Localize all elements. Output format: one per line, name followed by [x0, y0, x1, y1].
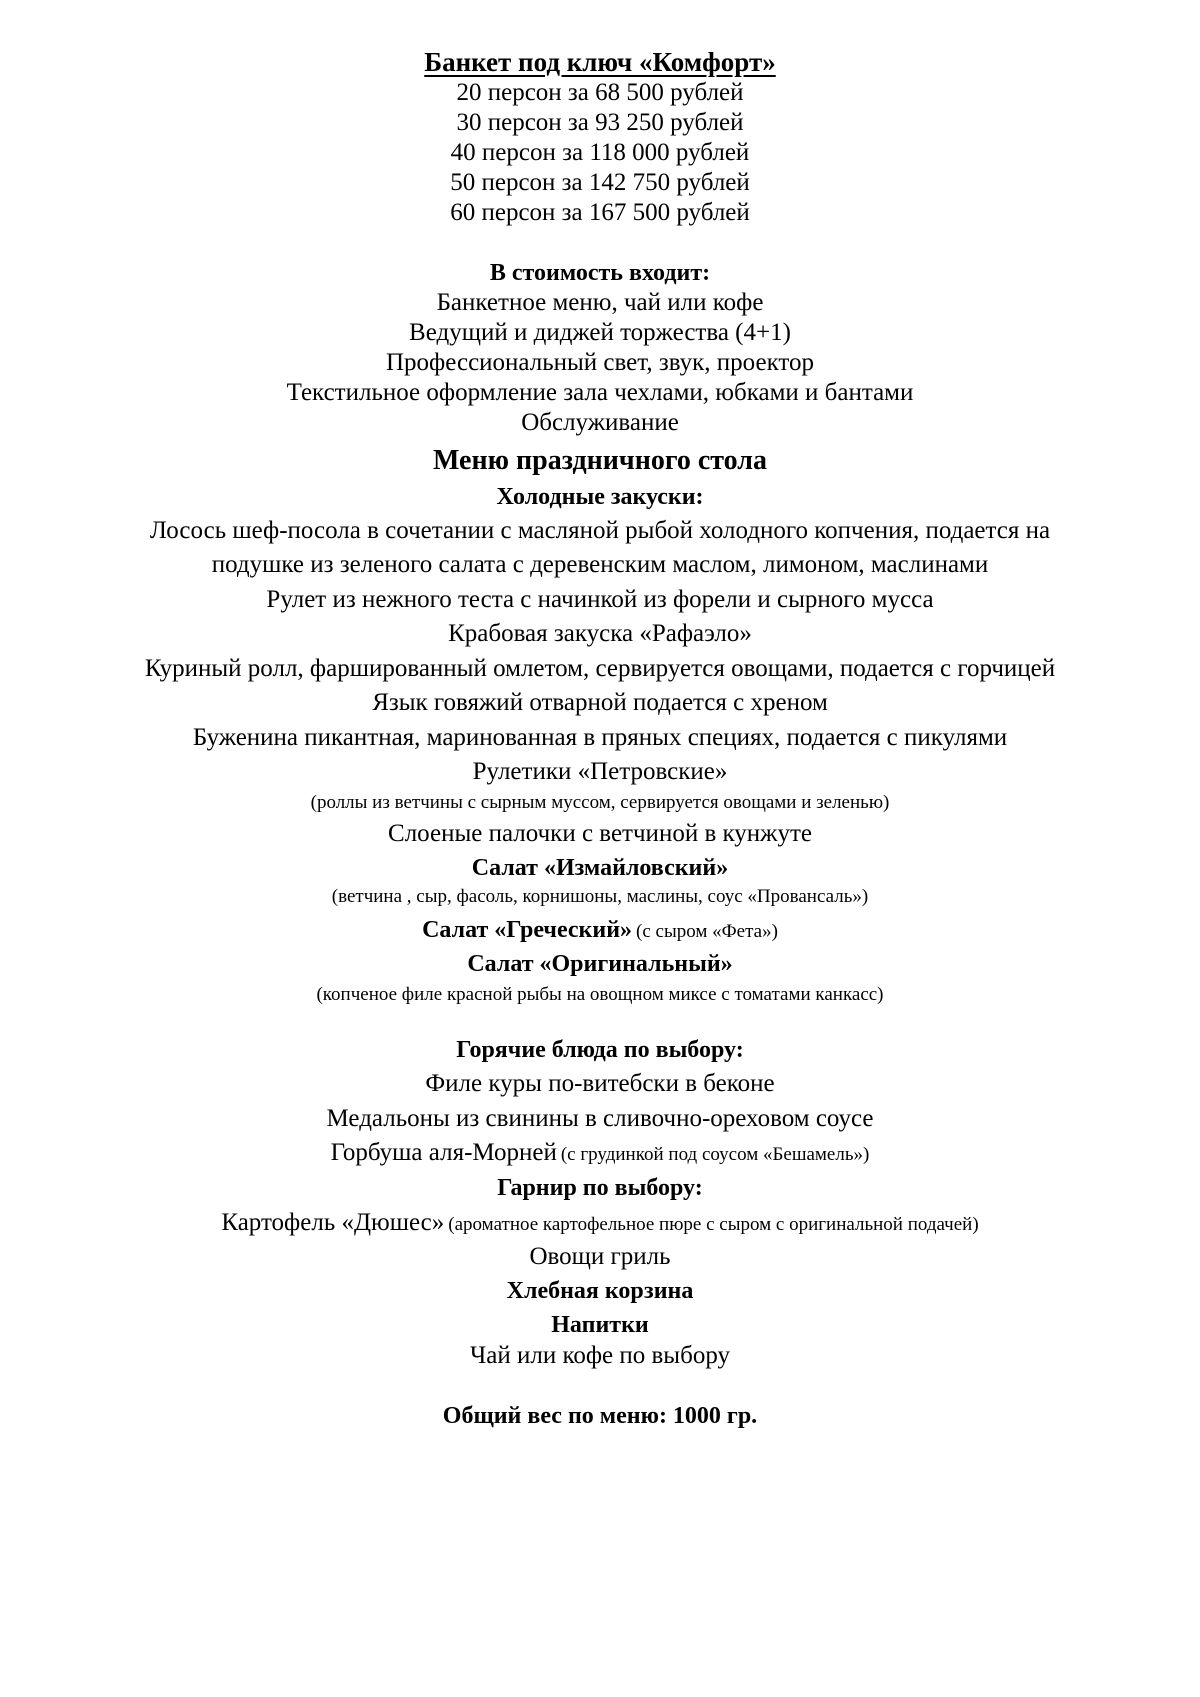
menu-item: Лосось шеф-посола в сочетании с масляной рыбой холодного копчения, подается на [149, 517, 1051, 544]
garnish-heading: Гарнир по выбору: [497, 1175, 703, 1201]
bread-heading: Хлебная корзина [506, 1278, 694, 1304]
salad-note: (с сыром «Фета») [636, 921, 778, 942]
hot-dishes-heading: Горячие блюда по выбору: [456, 1037, 744, 1063]
menu-item: Крабовая закуска «Рафаэло» [448, 620, 752, 647]
included-item: Текстильное оформление зала чехлами, юбками и бантами [286, 379, 914, 406]
drinks-heading: Напитки [551, 1312, 649, 1338]
included-item: Профессиональный свет, звук, проектор [386, 349, 814, 376]
menu-item: Слоеные палочки с ветчиной в кунжуте [388, 820, 812, 847]
included-item: Обслуживание [521, 409, 679, 436]
menu-item-note: (ароматное картофельное пюре с сыром с оригинальной подачей) [448, 1214, 979, 1235]
salad-note: (ветчина , сыр, фасоль, корнишоны, маслины, соус «Провансаль») [331, 886, 869, 907]
menu-heading: Меню праздничного стола [433, 445, 767, 476]
salad-name: Салат «Греческий» [422, 917, 633, 943]
included-item: Банкетное меню, чай или кофе [436, 289, 764, 316]
price-line: 40 персон за 118 000 рублей [450, 139, 750, 166]
menu-item-note: (с грудинкой под соусом «Бешамель») [560, 1144, 870, 1165]
total-weight: Общий вес по меню: 1000 гр. [442, 1403, 758, 1429]
salad-name: Салат «Измайловский» [471, 855, 729, 881]
menu-item: Язык говяжий отварной подается с хреном [372, 689, 828, 716]
price-line: 20 персон за 68 500 рублей [456, 79, 744, 106]
menu-item: Медальоны из свинины в сливочно-ореховом соусе [326, 1105, 874, 1132]
price-line: 60 персон за 167 500 рублей [450, 199, 750, 226]
salad-name: Салат «Оригинальный» [467, 951, 733, 977]
menu-item: Рулетики «Петровские» [472, 758, 728, 785]
cold-starters-heading: Холодные закуски: [496, 484, 704, 510]
hot-dish-line [0, 1140, 1200, 1165]
price-line: 30 персон за 93 250 рублей [456, 109, 744, 136]
included-heading: В стоимость входит: [489, 260, 711, 286]
menu-item: Куриный ролл, фаршированный омлетом, сервируется овощами, подается с горчицей [144, 655, 1056, 682]
menu-item: Рулет из нежного теста с начинкой из форели и сырного мусса [266, 586, 934, 613]
menu-item: Овощи гриль [529, 1243, 671, 1270]
salad-greek-line [0, 918, 1200, 942]
price-line: 50 персон за 142 750 рублей [450, 169, 750, 196]
menu-item: Картофель «Дюшес» [221, 1209, 445, 1236]
included-item: Ведущий и диджей торжества (4+1) [409, 319, 791, 346]
menu-item: подушке из зеленого салата с деревенским маслом, лимоном, маслинами [211, 551, 989, 578]
menu-item: Горбуша аля-Морней [330, 1139, 557, 1166]
salad-note: (копченое филе красной рыбы на овощном миксе с томатами канкасс) [316, 984, 884, 1005]
menu-item: Чай или кофе по выбору [470, 1342, 730, 1369]
menu-item-note: (роллы из ветчины с сырным муссом, сервируется овощами и зеленью) [310, 792, 890, 813]
garnish-line [0, 1210, 1200, 1235]
menu-item: Филе куры по-витебски в беконе [425, 1070, 775, 1097]
page-title: Банкет под ключ «Комфорт» [424, 47, 776, 77]
menu-item: Буженина пикантная, маринованная в пряных специях, подается с пикулями [192, 724, 1008, 751]
